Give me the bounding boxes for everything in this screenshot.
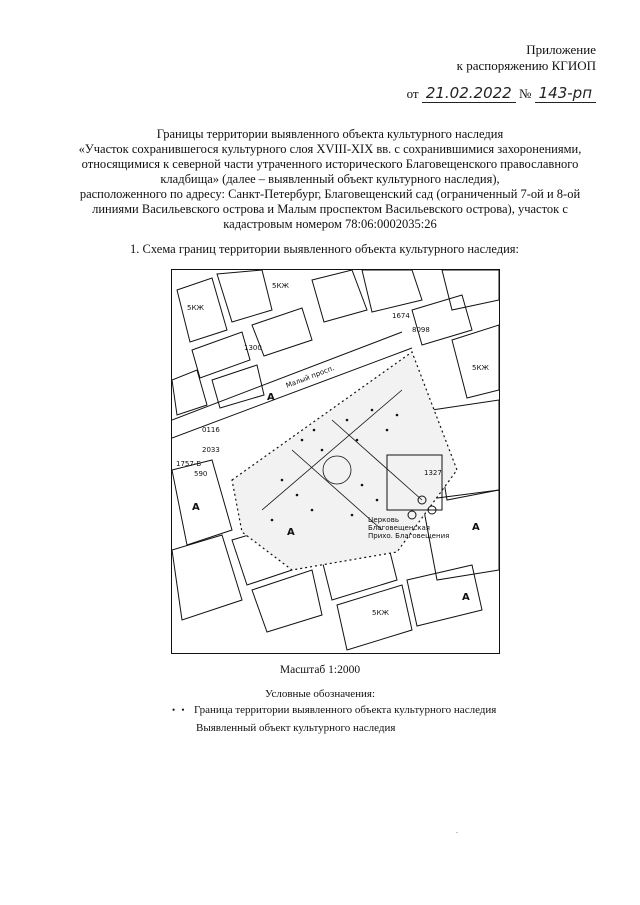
label-kzh: 5КЖ: [472, 364, 489, 372]
label-a: А: [462, 592, 470, 603]
label-a: А: [287, 527, 295, 538]
label-1757: 1757-Б: [176, 460, 202, 468]
order-number: 143-рп: [535, 84, 596, 103]
date-prefix: от: [406, 86, 419, 101]
legend-item-heritage-object: [196, 722, 395, 734]
label-8098: 8098: [412, 326, 430, 334]
label-a: А: [472, 522, 480, 533]
page-mark: .: [456, 826, 458, 835]
section-heading: 1. Схема границ территории выявленного объекта культурного наследия:: [130, 242, 520, 256]
title-line: относящимися к северной части утраченного исторического Благовещенского православного: [81, 157, 579, 171]
label-0116: 0116: [202, 426, 220, 434]
appendix-header: [457, 42, 596, 74]
label-kzh: 5КЖ: [187, 304, 204, 312]
number-prefix: №: [518, 86, 532, 101]
label-2033: 2033: [202, 446, 220, 454]
title-line: расположенного по адресу: Санкт-Петербург, Благовещенский сад (ограниченный 7-ой и 8-ой: [79, 187, 581, 201]
label-kzh: 5КЖ: [372, 609, 389, 617]
label-a: А: [267, 392, 275, 403]
boundary-map: [171, 269, 500, 654]
church-label: Прихо. Благовещения: [368, 532, 450, 540]
label-590: 590: [194, 470, 208, 478]
legend-item-boundary: [172, 704, 496, 716]
label-1674: 1674: [392, 312, 410, 320]
church-label: Благовещенская: [368, 524, 431, 532]
title-line: кладбища» (далее – выявленный объект культурного наследия),: [160, 172, 500, 186]
legend-boundary-symbol: • •: [172, 705, 187, 715]
church-label: Церковь: [368, 516, 399, 524]
legend-heritage-text: Выявленный объект культурного наследия: [196, 722, 396, 734]
title-line: Границы территории выявленного объекта культурного наследия: [156, 127, 504, 141]
label-1327: 1327: [424, 469, 442, 477]
label-a: А: [192, 502, 200, 513]
title-line: «Участок сохранившегося культурного слоя XVIII-XIX вв. с сохранившимися захоронениями,: [78, 142, 582, 156]
street-label: Малый просп.: [284, 364, 336, 390]
legend-heading: Условные обозначения:: [264, 688, 376, 700]
appendix-subtitle: к распоряжению КГИОП: [456, 58, 596, 73]
label-kzh: 5КЖ: [272, 282, 289, 290]
map-drawing: [172, 270, 499, 653]
order-reference: [407, 84, 596, 103]
map-scale: Масштаб 1:2000: [279, 664, 361, 676]
label-1300: 1300: [244, 344, 262, 352]
order-date: 21.02.2022: [422, 84, 516, 103]
appendix-title: Приложение: [526, 42, 596, 57]
document-title: [60, 127, 600, 232]
title-line: кадастровым номером 78:06:0002035:26: [223, 217, 437, 231]
title-line: линиями Васильевского острова и Малым проспектом Васильевского острова), участок с: [92, 202, 568, 216]
legend-boundary-text: Граница территории выявленного объекта культурного наследия: [194, 704, 497, 716]
